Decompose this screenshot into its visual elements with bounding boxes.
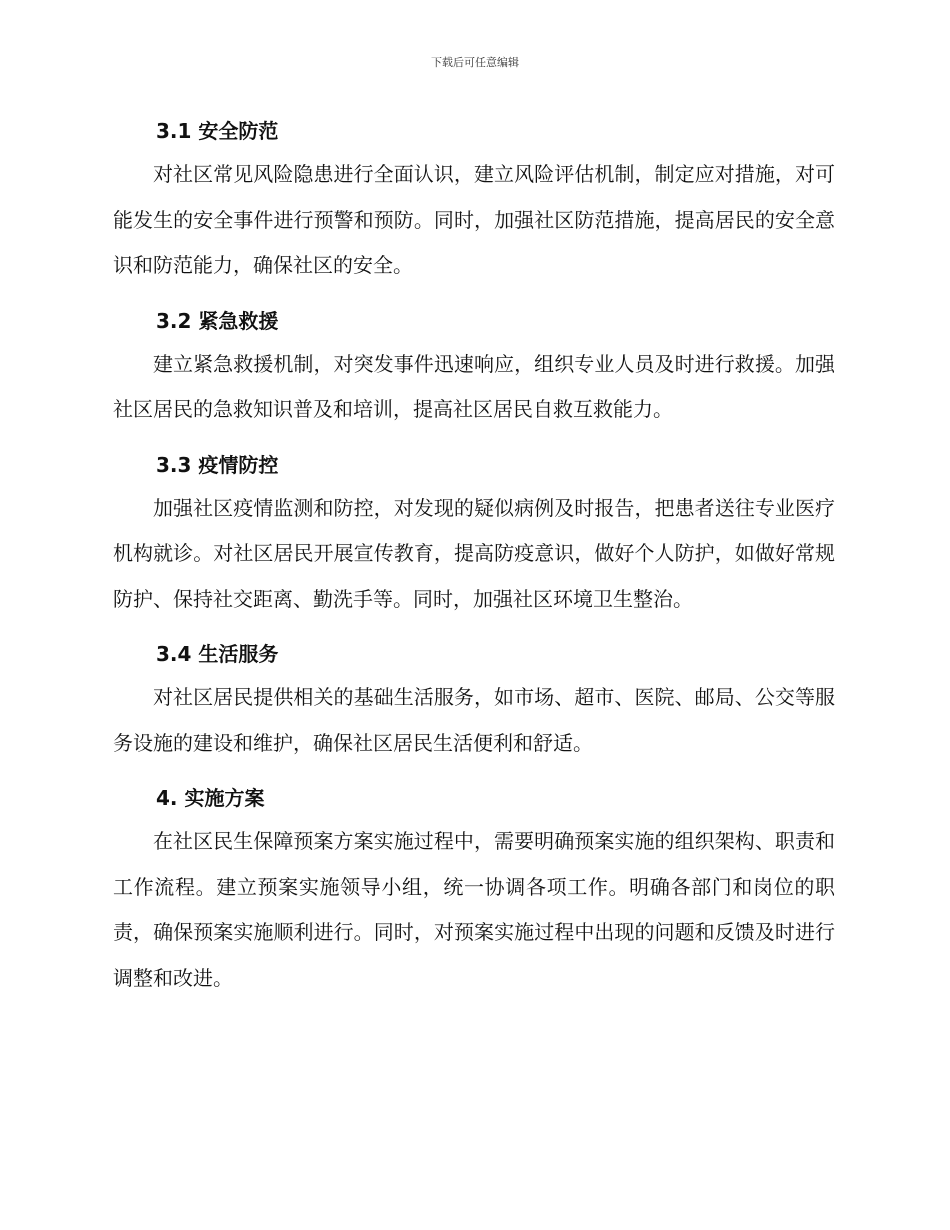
section-epidemic-control [113,444,835,623]
section-safety [113,110,835,289]
section-paragraph: 建立紧急救援机制，对突发事件迅速响应，组织专业人员及时进行救援。加强社区居民的急救知识普及和培训，提高社区居民自救互救能力。 [113,351,835,421]
section-emergency-rescue [113,300,835,433]
page-header-note: 下载后可任意编辑 [431,56,519,69]
section-heading: 3.1 安全防范 [156,119,279,143]
section-heading: 3.2 紧急救援 [156,308,279,333]
section-paragraph: 对社区常见风险隐患进行全面认识，建立风险评估机制，制定应对措施，对可能发生的安全事件进行预警和预防。同时，加强社区防范措施，提高居民的安全意识和防范能力，确保社区的安全。 [113,162,835,277]
section-paragraph: 加强社区疫情监测和防控，对发现的疑似病例及时报告，把患者送往专业医疗机构就诊。对社区居民开展宣传教育，提高防疫意识，做好个人防护，如做好常规防护、保持社交距离、勤洗手等。同时，加强社区环境卫生整治。 [113,495,835,611]
section-paragraph: 在社区民生保障预案方案实施过程中，需要明确预案实施的组织架构、职责和工作流程。建立预案实施领导小组，统一协调各项工作。明确各部门和岗位的职责，确保预案实施顺利进行。同时，对预案实施过程中出现的问题和反馈及时进行调整和改进。 [113,829,835,990]
section-paragraph: 对社区居民提供相关的基础生活服务，如市场、超市、医院、邮局、公交等服务设施的建设和维护，确保社区居民生活便利和舒适。 [113,685,835,755]
section-heading: 4. 实施方案 [156,786,265,810]
section-heading: 3.4 生活服务 [156,642,279,666]
section-implementation [113,777,835,1001]
section-heading: 3.3 疫情防控 [156,452,279,477]
document-body [113,110,835,1012]
section-life-services [113,633,835,766]
